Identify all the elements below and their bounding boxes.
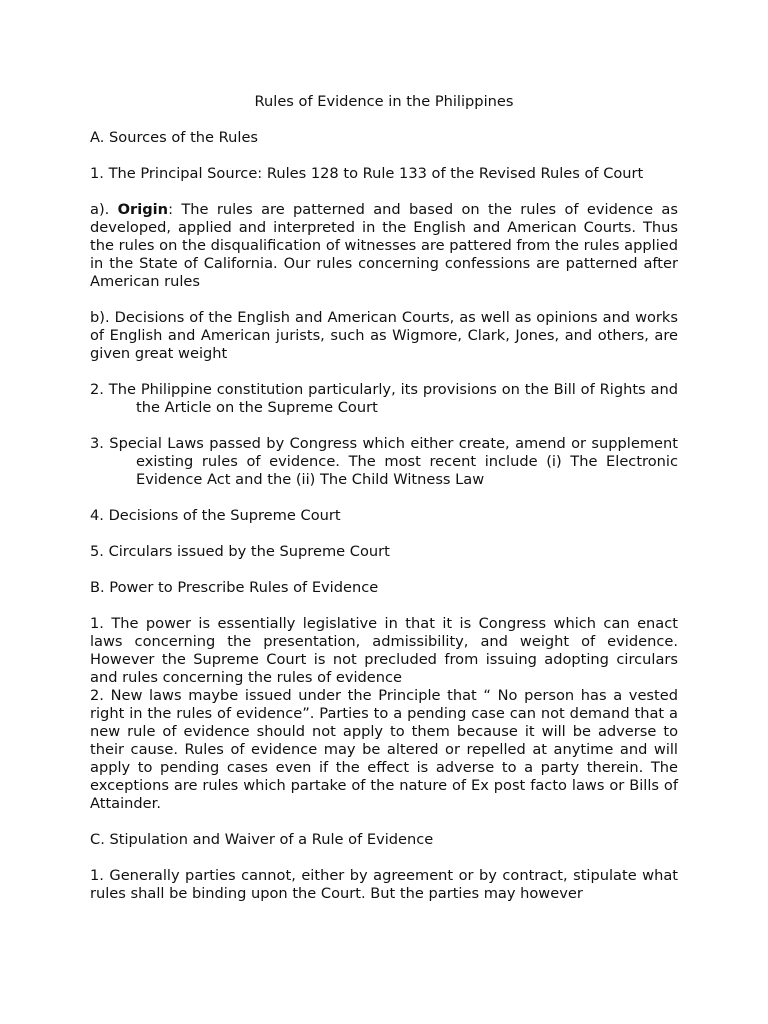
paragraph-a2: 2. The Philippine constitution particularly, its provisions on the Bill of Rights and the Article on the Supreme Court [90, 381, 678, 416]
paragraph-a1b: b). Decisions of the English and American Courts, as well as opinions and works of English and American jurists, such as Wigmore, Clark, Jones, and others, are given great weight [90, 309, 678, 362]
paragraph-a1a-prefix: a). [90, 201, 118, 218]
document-page [90, 93, 678, 921]
document-title: Rules of Evidence in the Philippines [254, 93, 514, 110]
paragraph-a5: 5. Circulars issued by the Supreme Court [90, 543, 390, 560]
section-c-heading: C. Stipulation and Waiver of a Rule of Evidence [90, 831, 434, 848]
section-b-heading: B. Power to Prescribe Rules of Evidence [90, 579, 379, 596]
paragraph-c1: 1. Generally parties cannot, either by agreement or by contract, stipulate what rules shall be binding upon the Court. But the parties may however [90, 867, 678, 902]
paragraph-a1a [90, 201, 678, 291]
origin-label: Origin [117, 201, 169, 218]
paragraph-b1: 1. The power is essentially legislative in that it is Congress which can enact laws concerning the presentation, admissibility, and weight of evidence. However the Supreme Court is not precluded from issuing adopting circulars and rules concerning the rules of evidence [90, 615, 678, 686]
paragraph-a3: 3. Special Laws passed by Congress which either create, amend or supplement existing rules of evidence. The most recent include (i) The Electronic Evidence Act and the (ii) The Child Witness Law [90, 435, 678, 488]
section-a-heading: A. Sources of the Rules [90, 129, 259, 146]
paragraph-a1: 1. The Principal Source: Rules 128 to Rule 133 of the Revised Rules of Court [90, 165, 644, 182]
paragraph-a4: 4. Decisions of the Supreme Court [90, 507, 341, 524]
paragraph-b2: 2. New laws maybe issued under the Principle that “ No person has a vested right in the rules of evidence”. Parties to a pending case can not demand that a new rule of evidence should not apply to them because it will be adverse to their cause. Rules of evidence may be altered or repelled at anytime and will apply to pending cases even if the effect is adverse to a party therein. The exceptions are rules which partake of the nature of Ex post facto laws or Bills of Attainder. [90, 687, 678, 812]
paragraph-a1a-text: : The rules are patterned and based on the rules of evidence as developed, applied and interpreted in the English and American Courts. Thus the rules on the disqualification of witnesses are pattered from the rules applied in the State of California. Our rules concerning confessions are patterned after American rules [90, 201, 678, 290]
